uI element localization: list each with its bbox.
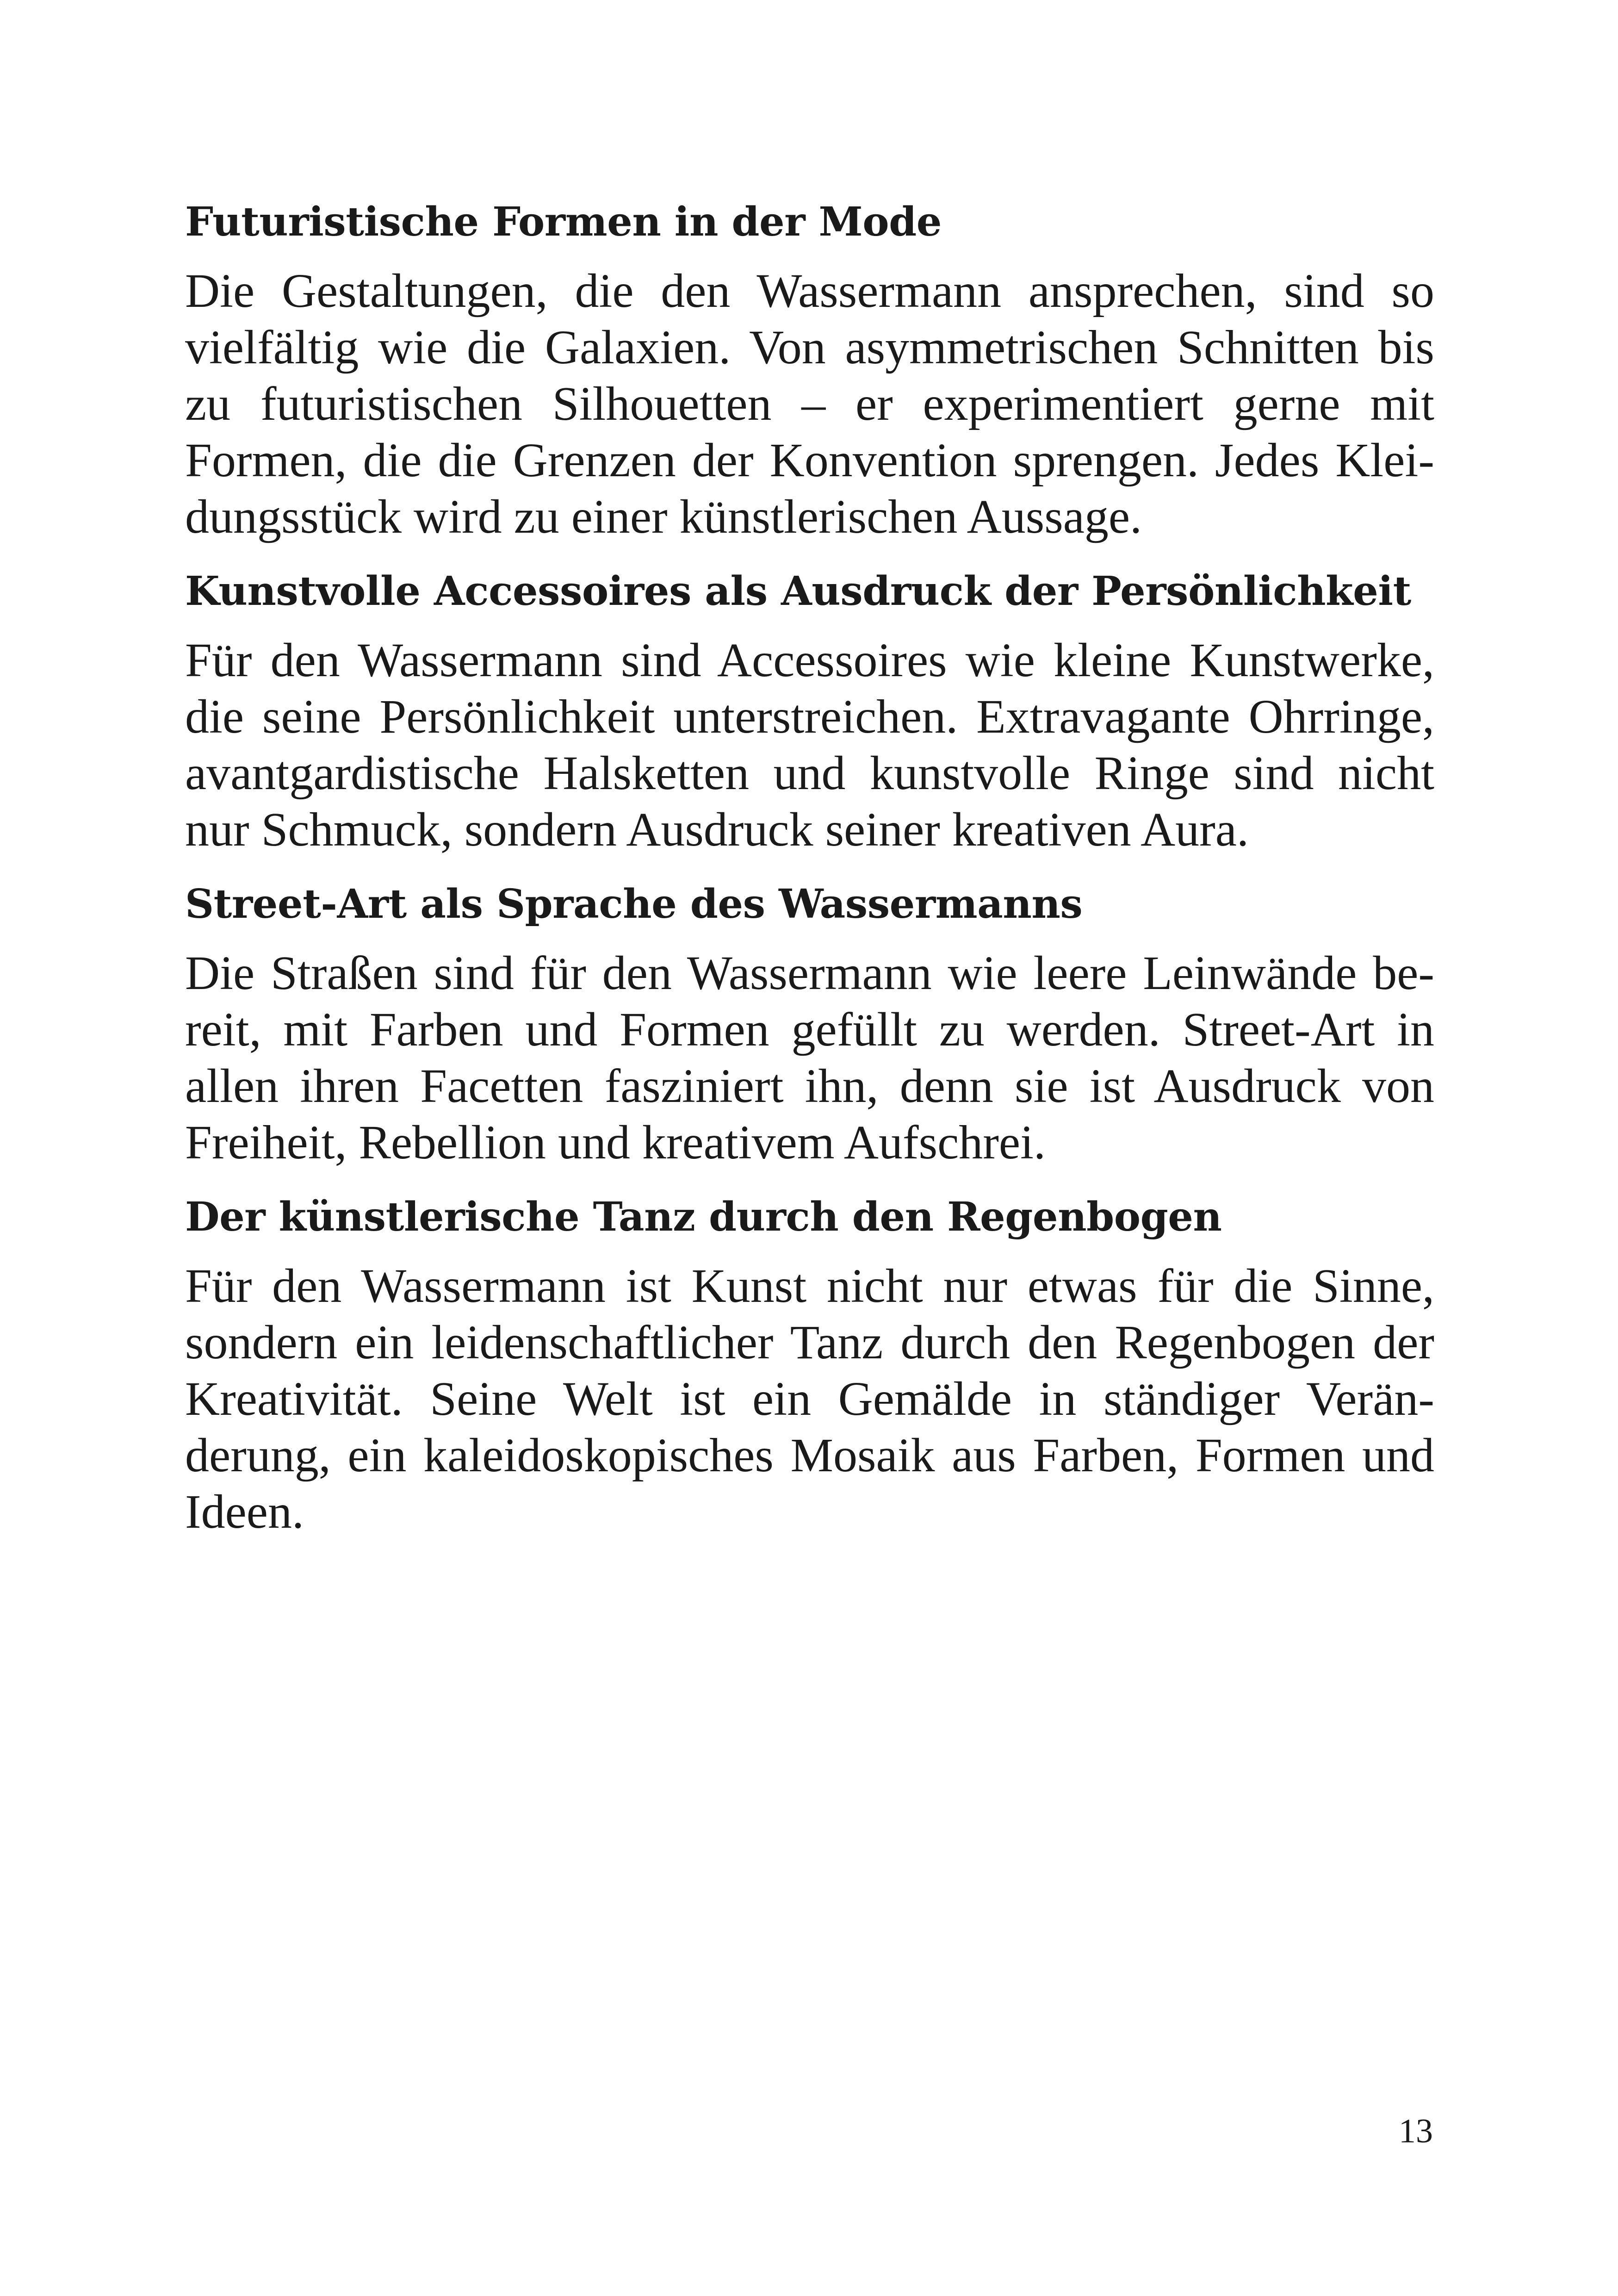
section-heading: Street-Art als Sprache des Wassermanns: [185, 881, 1083, 927]
section-heading: Kunstvolle Accessoires als Ausdruck der Persönlichkeit: [185, 568, 1411, 615]
page-content: [185, 194, 1434, 1559]
section-heading: Der künstlerische Tanz durch den Regenbogen: [185, 1194, 1222, 1240]
section-accessories: [185, 564, 1434, 858]
section-heading: Futuristische Formen in der Mode: [185, 199, 942, 245]
section-paragraph: Für den Wassermann sind Accessoires wie kleine Kunstwerke, die seine Persönlichkeit unterstreichen. Extravagante Ohrringe, avantgardistische Halsketten und kunstvolle Ringe sind nicht nur Schmuck, sondern Ausdruck seiner kreativen Aura.: [185, 634, 1434, 856]
section-street-art: [185, 877, 1434, 1171]
section-paragraph: Für den Wassermann ist Kunst nicht nur etwas für die Sinne, sondern ein leidenschaftlicher Tanz durch den Regenbogen der Kreativität. Seine Welt ist ein Gemälde in ständiger Veränderung, ein kaleidoskopisches Mosaik aus Farben, Formen und Ideen.: [185, 1259, 1434, 1538]
section-rainbow-dance: [185, 1189, 1434, 1540]
section-paragraph: Die Gestaltungen, die den Wassermann ansprechen, sind so vielfältig wie die Galaxien. Von asymmetrischen Schnitten bis zu futuristischen Silhouetten – er experimentiert gerne mit Formen, die die Grenzen der Konvention sprengen. Jedes Kleidungsstück wird zu einer künstlerischen Aussage.: [185, 264, 1434, 543]
page-number: 13: [1399, 2112, 1433, 2150]
section-paragraph: Die Straßen sind für den Wassermann wie leere Leinwände bereit, mit Farben und Formen gefüllt zu werden. Street-Art in allen ihren Facetten fasziniert ihn, denn sie ist Ausdruck von Freiheit, Rebellion und kreativem Aufschrei.: [185, 946, 1434, 1169]
section-futuristic-forms: [185, 194, 1434, 545]
